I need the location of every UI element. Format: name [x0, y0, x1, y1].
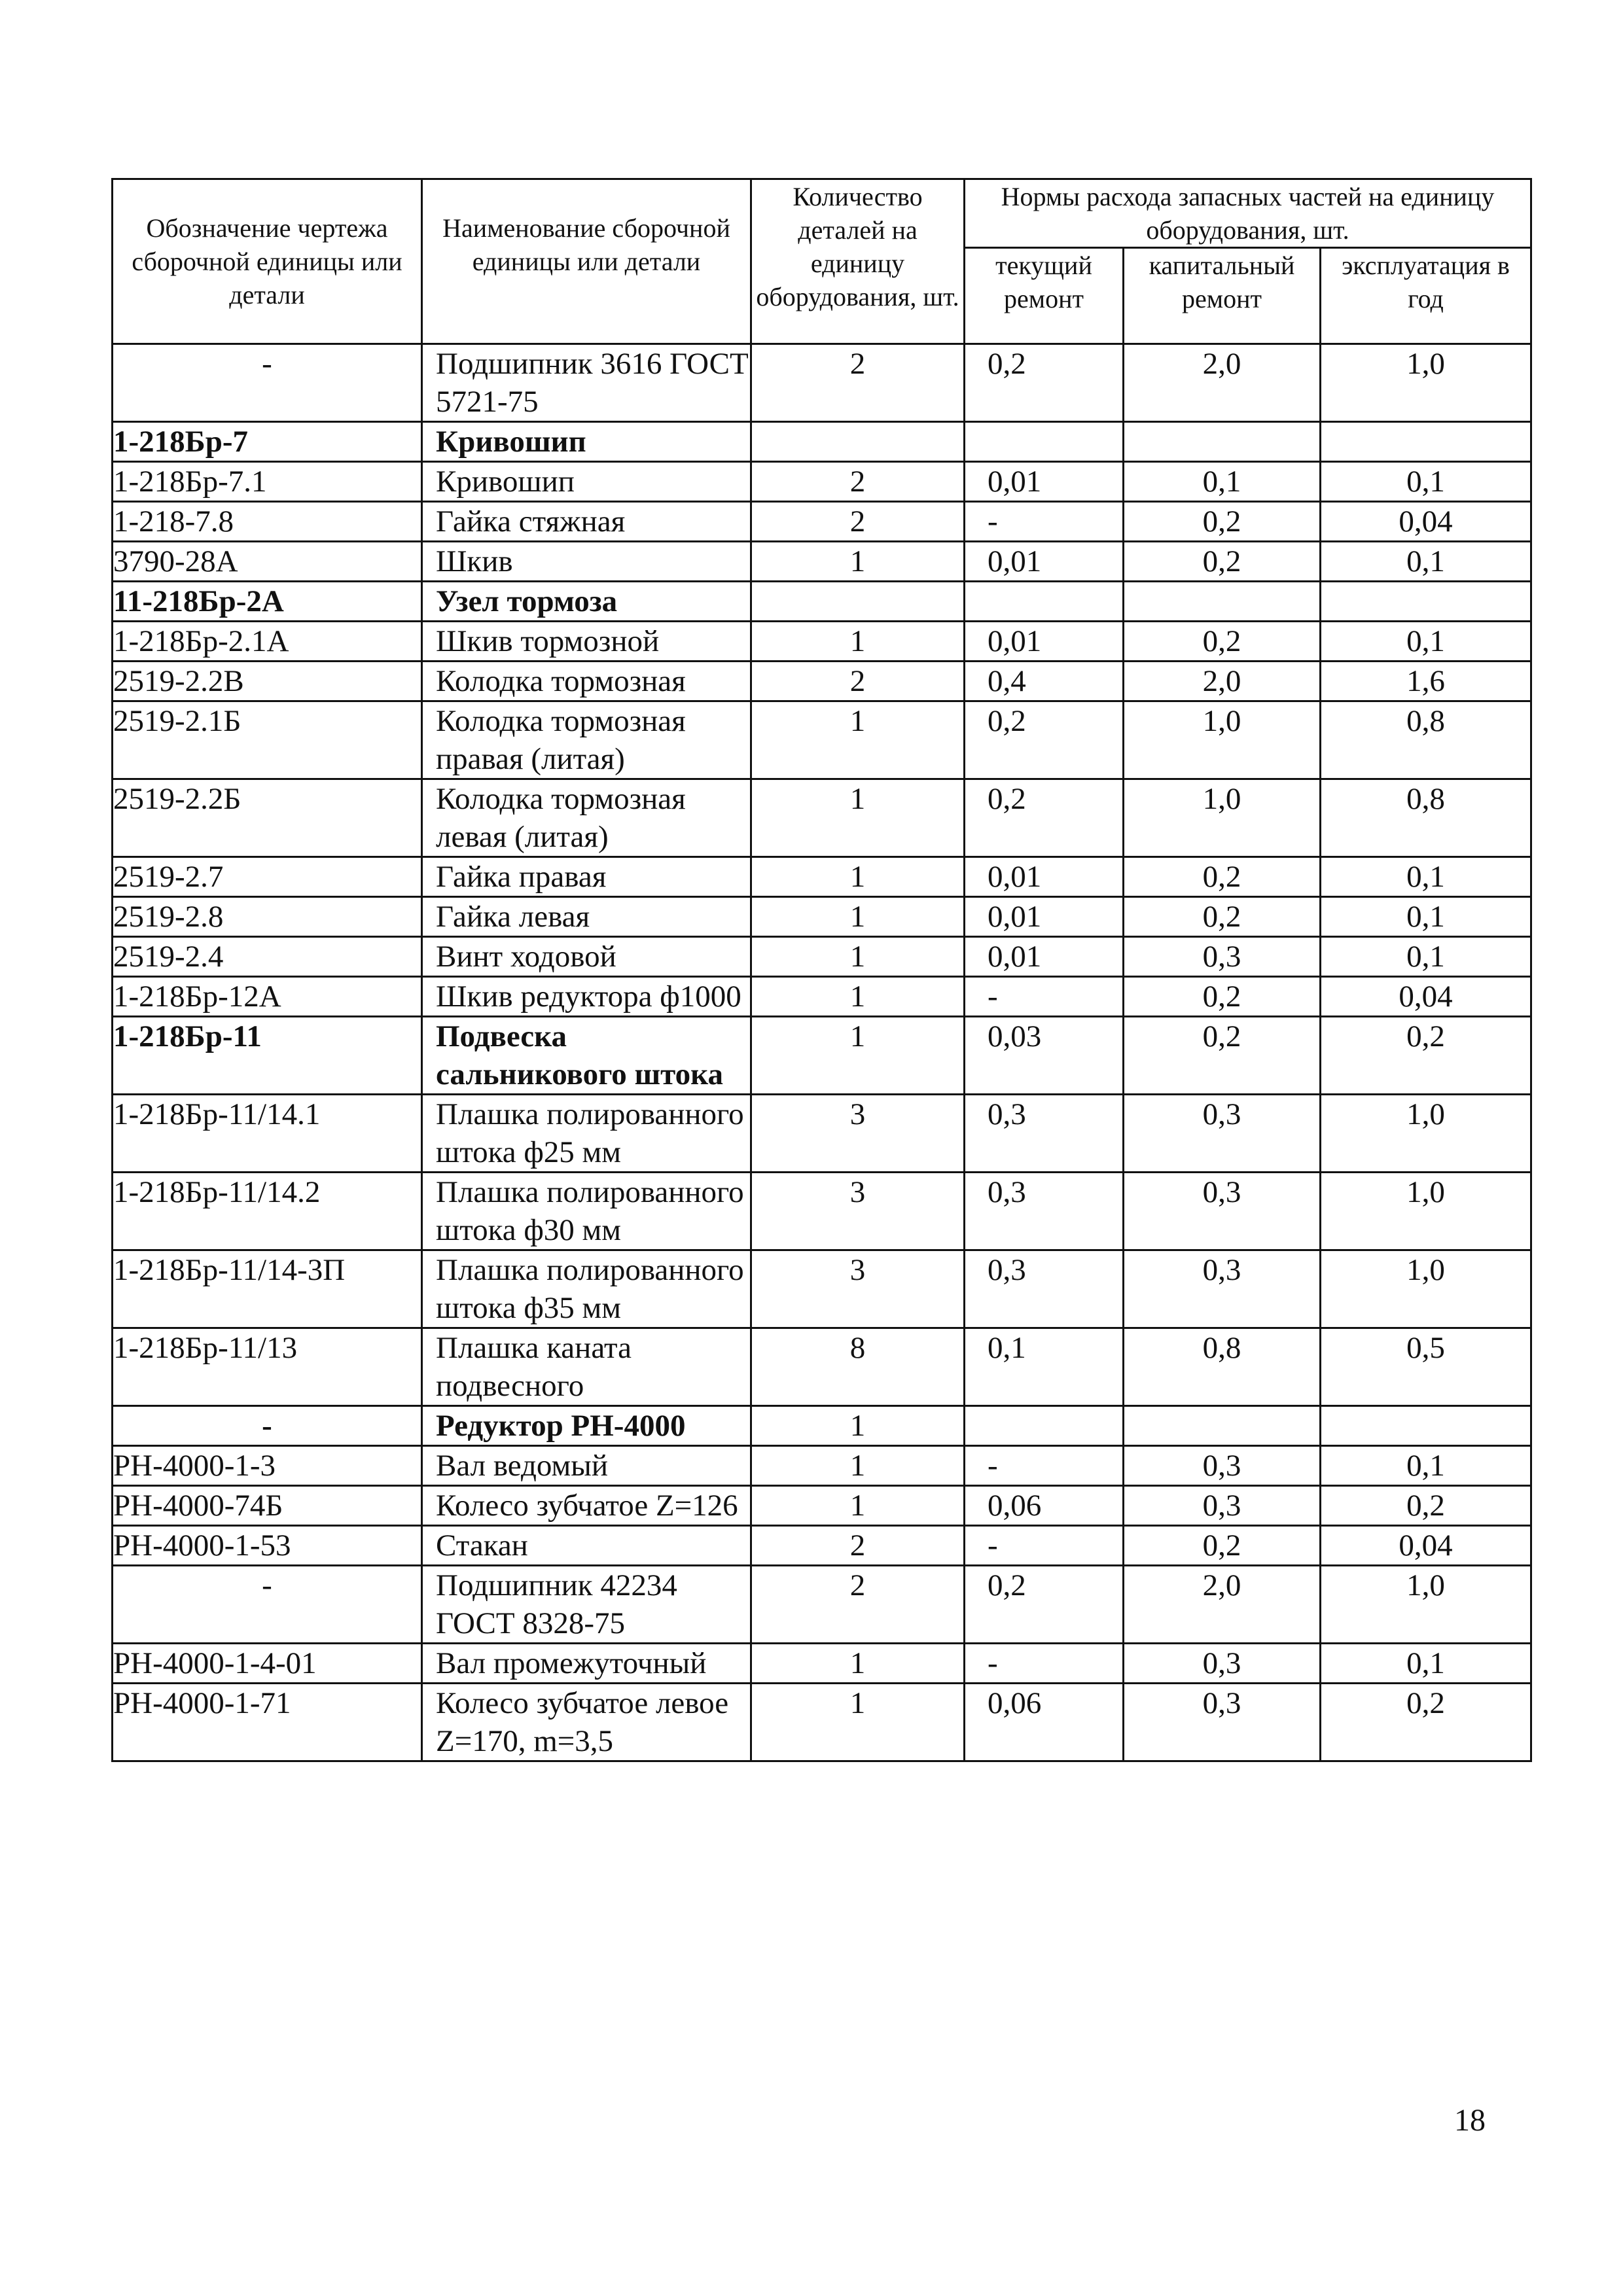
- capital-repair-cell: 0,3: [1124, 1095, 1321, 1173]
- current-repair-cell: -: [965, 1526, 1124, 1566]
- current-repair-cell: 0,3: [965, 1095, 1124, 1173]
- current-repair-cell: [965, 422, 1124, 462]
- operation-per-year-cell: 0,8: [1321, 701, 1531, 779]
- operation-per-year-cell: 1,0: [1321, 1250, 1531, 1328]
- current-repair-cell: 0,2: [965, 344, 1124, 422]
- table-row: [113, 344, 1531, 422]
- capital-repair-cell: 0,3: [1124, 1446, 1321, 1486]
- part-code-cell: 11-218Бр-2А: [113, 582, 422, 622]
- operation-per-year-cell: 0,8: [1321, 779, 1531, 857]
- current-repair-cell: [965, 582, 1124, 622]
- part-code-cell: 1-218Бр-11/14-3П: [113, 1250, 422, 1328]
- current-repair-cell: 0,01: [965, 462, 1124, 502]
- part-name-cell: Плашка полированного штока ф30 мм: [422, 1173, 751, 1250]
- part-code-cell: -: [113, 1406, 422, 1446]
- capital-repair-cell: 0,2: [1124, 542, 1321, 582]
- part-code-cell: 1-218Бр-11/13: [113, 1328, 422, 1406]
- part-code-cell: 1-218Бр-7.1: [113, 462, 422, 502]
- quantity-cell: 3: [751, 1250, 965, 1328]
- part-name-cell: Колодка тормозная правая (литая): [422, 701, 751, 779]
- table-row: [113, 542, 1531, 582]
- operation-per-year-cell: 0,1: [1321, 1644, 1531, 1684]
- quantity-cell: 1: [751, 779, 965, 857]
- table-row: [113, 1095, 1531, 1173]
- part-name-cell: Плашка полированного штока ф35 мм: [422, 1250, 751, 1328]
- part-name-cell: Шкив: [422, 542, 751, 582]
- quantity-cell: 1: [751, 897, 965, 937]
- part-name-cell: Плашка полированного штока ф25 мм: [422, 1095, 751, 1173]
- capital-repair-cell: 0,3: [1124, 1644, 1321, 1684]
- capital-repair-cell: 2,0: [1124, 662, 1321, 701]
- table-row: [113, 502, 1531, 542]
- part-name-cell: Плашка каната подвесного: [422, 1328, 751, 1406]
- current-repair-cell: -: [965, 1446, 1124, 1486]
- operation-per-year-cell: 0,1: [1321, 897, 1531, 937]
- quantity-cell: 2: [751, 344, 965, 422]
- quantity-cell: 1: [751, 701, 965, 779]
- part-code-cell: 2519-2.1Б: [113, 701, 422, 779]
- table-row: [113, 422, 1531, 462]
- current-repair-cell: -: [965, 502, 1124, 542]
- table-row: [113, 1446, 1531, 1486]
- quantity-cell: 1: [751, 937, 965, 977]
- quantity-cell: 1: [751, 1644, 965, 1684]
- quantity-cell: 8: [751, 1328, 965, 1406]
- capital-repair-cell: 2,0: [1124, 344, 1321, 422]
- part-name-cell: Гайка стяжная: [422, 502, 751, 542]
- current-repair-cell: -: [965, 977, 1124, 1017]
- capital-repair-cell: 0,2: [1124, 857, 1321, 897]
- part-name-cell: Шкив тормозной: [422, 622, 751, 662]
- capital-repair-cell: 0,8: [1124, 1328, 1321, 1406]
- capital-repair-cell: 0,2: [1124, 897, 1321, 937]
- part-code-cell: РН-4000-1-4-01: [113, 1644, 422, 1684]
- capital-repair-cell: 0,2: [1124, 977, 1321, 1017]
- table-row: [113, 1486, 1531, 1526]
- part-name-cell: Узел тормоза: [422, 582, 751, 622]
- quantity-cell: 1: [751, 1446, 965, 1486]
- operation-per-year-cell: 1,0: [1321, 1173, 1531, 1250]
- part-name-cell: Винт ходовой: [422, 937, 751, 977]
- part-name-cell: Вал ведомый: [422, 1446, 751, 1486]
- quantity-cell: 1: [751, 977, 965, 1017]
- current-repair-cell: 0,01: [965, 897, 1124, 937]
- operation-per-year-cell: 1,6: [1321, 662, 1531, 701]
- capital-repair-cell: 0,1: [1124, 462, 1321, 502]
- capital-repair-cell: 0,3: [1124, 937, 1321, 977]
- header-capital-repair: капитальный ремонт: [1124, 248, 1321, 344]
- quantity-cell: 3: [751, 1095, 965, 1173]
- capital-repair-cell: [1124, 582, 1321, 622]
- header-operation-per-year: эксплуатация в год: [1321, 248, 1531, 344]
- part-name-cell: Стакан: [422, 1526, 751, 1566]
- table-row: [113, 1406, 1531, 1446]
- part-code-cell: РН-4000-1-3: [113, 1446, 422, 1486]
- capital-repair-cell: [1124, 1406, 1321, 1446]
- operation-per-year-cell: [1321, 422, 1531, 462]
- quantity-cell: 2: [751, 462, 965, 502]
- current-repair-cell: 0,2: [965, 779, 1124, 857]
- table-row: [113, 1526, 1531, 1566]
- table-row: [113, 701, 1531, 779]
- current-repair-cell: 0,2: [965, 701, 1124, 779]
- part-code-cell: 2519-2.8: [113, 897, 422, 937]
- operation-per-year-cell: 0,1: [1321, 1446, 1531, 1486]
- part-code-cell: 2519-2.2В: [113, 662, 422, 701]
- part-code-cell: РН-4000-1-71: [113, 1684, 422, 1761]
- current-repair-cell: 0,01: [965, 857, 1124, 897]
- part-name-cell: Гайка левая: [422, 897, 751, 937]
- current-repair-cell: 0,01: [965, 542, 1124, 582]
- table-row: [113, 937, 1531, 977]
- operation-per-year-cell: 0,04: [1321, 502, 1531, 542]
- part-code-cell: 1-218-7.8: [113, 502, 422, 542]
- part-name-cell: Гайка правая: [422, 857, 751, 897]
- operation-per-year-cell: 1,0: [1321, 344, 1531, 422]
- part-name-cell: Шкив редуктора ф1000: [422, 977, 751, 1017]
- part-name-cell: Колодка тормозная: [422, 662, 751, 701]
- part-code-cell: -: [113, 1566, 422, 1644]
- operation-per-year-cell: 0,04: [1321, 1526, 1531, 1566]
- part-code-cell: 1-218Бр-11/14.1: [113, 1095, 422, 1173]
- part-name-cell: Колесо зубчатое Z=126: [422, 1486, 751, 1526]
- header-quantity: Количество деталей на единицу оборудования, шт.: [751, 179, 965, 344]
- part-name-cell: Подшипник 3616 ГОСТ 5721-75: [422, 344, 751, 422]
- part-code-cell: 1-218Бр-2.1А: [113, 622, 422, 662]
- capital-repair-cell: 0,2: [1124, 1526, 1321, 1566]
- capital-repair-cell: [1124, 422, 1321, 462]
- capital-repair-cell: 0,2: [1124, 622, 1321, 662]
- part-name-cell: Колодка тормозная левая (литая): [422, 779, 751, 857]
- quantity-cell: 1: [751, 857, 965, 897]
- quantity-cell: 2: [751, 502, 965, 542]
- page-number: 18: [1454, 2103, 1486, 2138]
- current-repair-cell: 0,06: [965, 1684, 1124, 1761]
- current-repair-cell: 0,1: [965, 1328, 1124, 1406]
- part-code-cell: 2519-2.4: [113, 937, 422, 977]
- part-code-cell: 1-218Бр-11/14.2: [113, 1173, 422, 1250]
- header-consumption-norms: Нормы расхода запасных частей на единицу оборудования, шт.: [965, 179, 1531, 248]
- operation-per-year-cell: 0,04: [1321, 977, 1531, 1017]
- spare-parts-table: [111, 178, 1532, 1762]
- quantity-cell: 1: [751, 1017, 965, 1095]
- current-repair-cell: 0,06: [965, 1486, 1124, 1526]
- part-name-cell: Колесо зубчатое левое Z=170, m=3,5: [422, 1684, 751, 1761]
- capital-repair-cell: 0,3: [1124, 1486, 1321, 1526]
- table-row: [113, 977, 1531, 1017]
- capital-repair-cell: 1,0: [1124, 779, 1321, 857]
- quantity-cell: 2: [751, 662, 965, 701]
- table-row: [113, 582, 1531, 622]
- capital-repair-cell: 2,0: [1124, 1566, 1321, 1644]
- part-code-cell: 2519-2.2Б: [113, 779, 422, 857]
- table-row: [113, 1250, 1531, 1328]
- operation-per-year-cell: 0,5: [1321, 1328, 1531, 1406]
- current-repair-cell: [965, 1406, 1124, 1446]
- quantity-cell: 1: [751, 622, 965, 662]
- operation-per-year-cell: [1321, 582, 1531, 622]
- capital-repair-cell: 1,0: [1124, 701, 1321, 779]
- part-code-cell: 1-218Бр-11: [113, 1017, 422, 1095]
- capital-repair-cell: 0,3: [1124, 1173, 1321, 1250]
- operation-per-year-cell: 0,2: [1321, 1486, 1531, 1526]
- table-row: [113, 622, 1531, 662]
- quantity-cell: 1: [751, 1684, 965, 1761]
- quantity-cell: 1: [751, 1486, 965, 1526]
- part-code-cell: 1-218Бр-7: [113, 422, 422, 462]
- table-row: [113, 462, 1531, 502]
- current-repair-cell: 0,3: [965, 1250, 1124, 1328]
- table-row: [113, 1644, 1531, 1684]
- quantity-cell: 1: [751, 542, 965, 582]
- quantity-cell: [751, 422, 965, 462]
- part-name-cell: Подшипник 42234 ГОСТ 8328-75: [422, 1566, 751, 1644]
- operation-per-year-cell: [1321, 1406, 1531, 1446]
- table-row: [113, 897, 1531, 937]
- quantity-cell: 2: [751, 1566, 965, 1644]
- current-repair-cell: 0,4: [965, 662, 1124, 701]
- header-current-repair: текущий ремонт: [965, 248, 1124, 344]
- quantity-cell: 1: [751, 1406, 965, 1446]
- table-row: [113, 857, 1531, 897]
- part-name-cell: Подвеска сальникового штока: [422, 1017, 751, 1095]
- table-row: [113, 1328, 1531, 1406]
- table-row: [113, 1566, 1531, 1644]
- table-body: [113, 344, 1531, 1761]
- header-drawing-code: Обозначение чертежа сборочной единицы или детали: [113, 179, 422, 344]
- part-code-cell: 1-218Бр-12А: [113, 977, 422, 1017]
- operation-per-year-cell: 1,0: [1321, 1566, 1531, 1644]
- current-repair-cell: 0,01: [965, 937, 1124, 977]
- current-repair-cell: 0,2: [965, 1566, 1124, 1644]
- operation-per-year-cell: 0,1: [1321, 462, 1531, 502]
- part-code-cell: РН-4000-1-53: [113, 1526, 422, 1566]
- current-repair-cell: 0,01: [965, 622, 1124, 662]
- operation-per-year-cell: 0,2: [1321, 1684, 1531, 1761]
- capital-repair-cell: 0,2: [1124, 502, 1321, 542]
- capital-repair-cell: 0,3: [1124, 1684, 1321, 1761]
- capital-repair-cell: 0,2: [1124, 1017, 1321, 1095]
- current-repair-cell: -: [965, 1644, 1124, 1684]
- quantity-cell: [751, 582, 965, 622]
- header-assembly-name: Наименование сборочной единицы или детали: [422, 179, 751, 344]
- table-row: [113, 1017, 1531, 1095]
- part-name-cell: Кривошип: [422, 462, 751, 502]
- table-row: [113, 662, 1531, 701]
- table-row: [113, 1684, 1531, 1761]
- part-code-cell: РН-4000-74Б: [113, 1486, 422, 1526]
- part-code-cell: 2519-2.7: [113, 857, 422, 897]
- part-code-cell: 3790-28А: [113, 542, 422, 582]
- operation-per-year-cell: 0,1: [1321, 857, 1531, 897]
- operation-per-year-cell: 0,1: [1321, 622, 1531, 662]
- operation-per-year-cell: 0,2: [1321, 1017, 1531, 1095]
- part-name-cell: Редуктор РН-4000: [422, 1406, 751, 1446]
- current-repair-cell: 0,03: [965, 1017, 1124, 1095]
- part-code-cell: -: [113, 344, 422, 422]
- table-row: [113, 1173, 1531, 1250]
- quantity-cell: 3: [751, 1173, 965, 1250]
- current-repair-cell: 0,3: [965, 1173, 1124, 1250]
- part-name-cell: Вал промежуточный: [422, 1644, 751, 1684]
- table-row: [113, 779, 1531, 857]
- capital-repair-cell: 0,3: [1124, 1250, 1321, 1328]
- operation-per-year-cell: 0,1: [1321, 542, 1531, 582]
- quantity-cell: 2: [751, 1526, 965, 1566]
- part-name-cell: Кривошип: [422, 422, 751, 462]
- operation-per-year-cell: 1,0: [1321, 1095, 1531, 1173]
- operation-per-year-cell: 0,1: [1321, 937, 1531, 977]
